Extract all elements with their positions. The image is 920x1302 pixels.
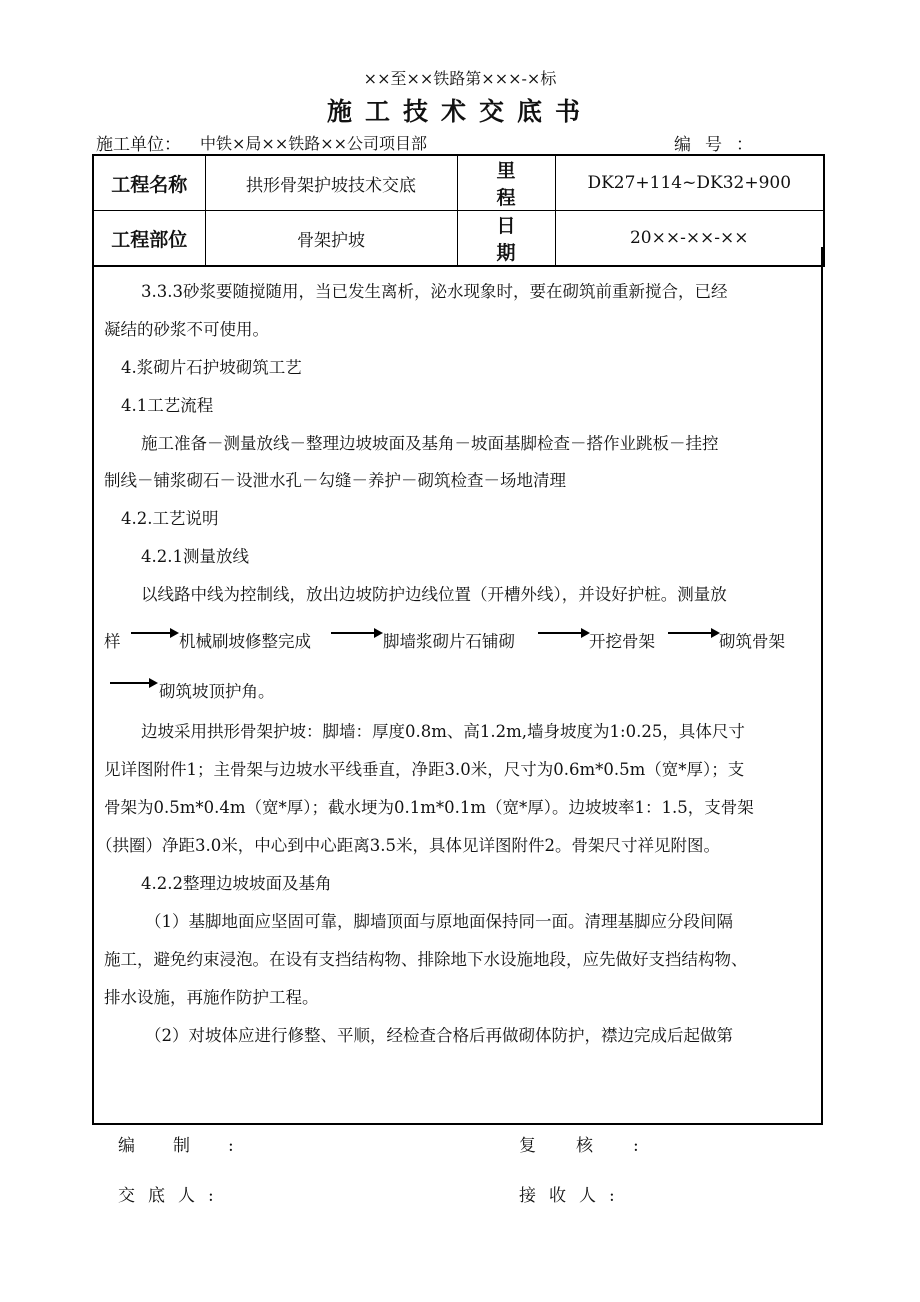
construction-unit-value: 中铁×局××铁路××公司项目部 — [200, 134, 428, 153]
date-label: 日期 — [457, 211, 555, 267]
mileage-label: 里程 — [457, 155, 555, 211]
reviewer-label: 复核: — [519, 1136, 679, 1156]
section-heading: 4.2.工艺说明 — [121, 509, 219, 528]
flow-arrow — [131, 632, 177, 634]
flow-step: 砌筑骨架 — [719, 632, 785, 651]
flow-step: 机械刷坡修整完成 — [179, 632, 311, 651]
body-line: （拱圈）净距3.0米，中心到中心距离3.5米，具体见详图附件2。骨架尺寸祥见附图。 — [96, 836, 720, 855]
section-heading: 4.2.2整理边坡坡面及基角 — [141, 874, 332, 893]
compiler-label: 编制: — [118, 1136, 272, 1156]
construction-unit-label: 施工单位： — [96, 135, 181, 155]
flow-step: 砌筑坡顶护角。 — [159, 682, 275, 701]
body-line: 施工，避免约束浸泡。在设有支挡结构物、排除地下水设施地段，应先做好支挡结构物、 — [104, 950, 748, 969]
body-line: （1）基脚地面应坚固可靠，脚墙顶面与原地面保持同一面。清理基脚应分段间隔 — [145, 912, 733, 931]
project-part-value: 骨架护坡 — [205, 211, 457, 267]
body-line: 排水设施，再施作防护工程。 — [104, 988, 319, 1007]
flow-arrow — [331, 632, 381, 634]
body-line: 施工准备－测量放线－整理边坡坡面及基角－坡面基脚检查－搭作业跳板－挂控 — [141, 434, 719, 453]
project-line: ××至××铁路第×××-×标 — [363, 69, 557, 88]
project-name-label: 工程名称 — [93, 155, 205, 211]
body-line: 制线－铺浆砌石－设泄水孔－勾缝－养护－砌筑检查－场地清理 — [104, 471, 566, 490]
body-line: （2）对坡体应进行修整、平顺，经检查合格后再做砌体防护，襟边完成后起做第 — [145, 1026, 733, 1045]
project-part-label: 工程部位 — [93, 211, 205, 267]
body-line: 凝结的砂浆不可使用。 — [104, 320, 269, 339]
body-line: 边坡采用拱形骨架护坡：脚墙：厚度0.8m、高1.2m,墙身坡度为1:0.25，具体尺寸 — [141, 722, 745, 741]
body-line: 见详图附件1；主骨架与边坡水平线垂直，净距3.0米，尺寸为0.6m*0.5m（宽*厚）；支 — [104, 760, 745, 779]
section-heading: 4.浆砌片石护坡砌筑工艺 — [121, 358, 302, 377]
mileage-value: DK27+114~DK32+900 — [555, 155, 824, 211]
document-title: 施工技术交底书 — [326, 97, 593, 126]
presenter-label: 交底人: — [118, 1186, 227, 1206]
body-line: 3.3.3砂浆要随搅随用，当已发生离析，泌水现象时，要在砌筑前重新搅合，已经 — [141, 282, 728, 301]
body-line: 以线路中线为控制线，放出边坡防护边线位置（开槽外线），并设好护桩。测量放 — [141, 585, 727, 604]
section-heading: 4.2.1测量放线 — [141, 547, 249, 566]
flow-step: 开挖骨架 — [589, 632, 655, 651]
flow-step: 脚墙浆砌片石铺砌 — [383, 632, 515, 651]
section-heading: 4.1工艺流程 — [121, 396, 214, 415]
flow-step: 样 — [104, 632, 121, 651]
body-line: 骨架为0.5m*0.4m（宽*厚）；截水埂为0.1m*0.1m（宽*厚）。边坡坡率1：1.5，支骨架 — [104, 798, 754, 817]
flow-arrow — [110, 682, 156, 684]
receiver-label: 接收人: — [519, 1186, 628, 1206]
date-value: 20××-××-×× — [555, 211, 824, 267]
project-name-value: 拱形骨架护坡技术交底 — [205, 155, 457, 211]
serial-number-label: 编号： — [674, 135, 767, 155]
flow-arrow — [538, 632, 588, 634]
flow-arrow — [668, 632, 718, 634]
